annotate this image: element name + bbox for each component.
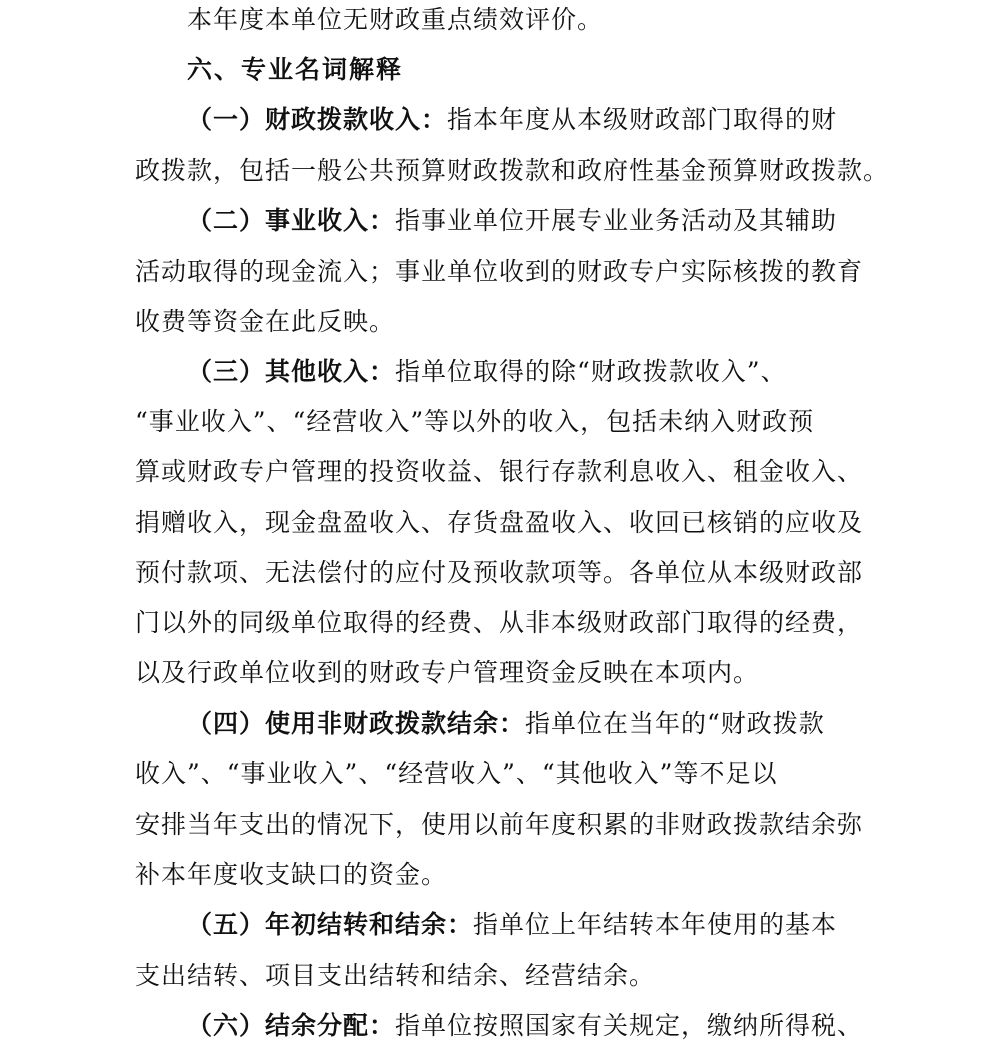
item-6-term: （六）结余分配：: [187, 1011, 396, 1040]
item-1-text: 指本年度从本级财政部门取得的财: [447, 105, 838, 134]
intro-paragraph: 本年度本单位无财政重点绩效评价。: [187, 5, 604, 34]
item-3-line: 门以外的同级单位取得的经费、从非本级财政部门取得的经费，: [135, 608, 864, 637]
item-2-term: （二）事业收入：: [187, 206, 396, 235]
item-3-line: 算或财政专户管理的投资收益、银行存款利息收入、租金收入、: [135, 457, 864, 486]
item-2-first-line: [187, 196, 837, 246]
item-1-term: （一）财政拨款收入：: [187, 105, 448, 134]
item-3-first-line: [187, 347, 787, 397]
item-3-line: 预付款项、无法偿付的应付及预收款项等。各单位从本级财政部: [135, 558, 864, 587]
section-heading: 六、专业名词解释: [187, 55, 404, 84]
item-4-first-line: [187, 699, 825, 749]
item-1-first-line: [187, 95, 837, 145]
item-3-line: 捐赠收入，现金盘盈收入、存货盘盈收入、收回已核销的应收及: [135, 508, 864, 537]
item-4-line: 补本年度收支缺口的资金。: [135, 860, 448, 889]
item-5-line: 支出结转、项目支出结转和结余、经营结余。: [135, 961, 656, 990]
item-3-term: （三）其他收入：: [187, 357, 396, 386]
item-5-term: （五）年初结转和结余：: [187, 910, 474, 939]
item-4-line: 收入”、“事业收入”、“经营收入”、“其他收入”等不足以: [135, 759, 778, 788]
item-3-text: 指单位取得的除“财政拨款收入”、: [395, 357, 787, 386]
item-4-text: 指单位在当年的“财政拨款: [525, 709, 825, 738]
item-2-line: 收费等资金在此反映。: [135, 307, 396, 336]
item-3-line: “事业收入”、“经营收入”等以外的收入，包括未纳入财政预: [135, 407, 815, 436]
item-3-line: 以及行政单位收到的财政专户管理资金反映在本项内。: [135, 658, 760, 687]
item-5-text: 指单位上年结转本年使用的基本: [473, 910, 838, 939]
item-4-term: （四）使用非财政拨款结余：: [187, 709, 526, 738]
item-2-line: 活动取得的现金流入；事业单位收到的财政专户实际核拨的教育: [135, 257, 864, 286]
item-6-text: 指单位按照国家有关规定，缴纳所得税、: [395, 1011, 864, 1040]
item-2-text: 指事业单位开展专业业务活动及其辅助: [395, 206, 838, 235]
item-6-first-line: [187, 1001, 863, 1051]
item-4-line: 安排当年支出的情况下，使用以前年度积累的非财政拨款结余弥: [135, 810, 864, 839]
item-5-first-line: [187, 900, 837, 950]
item-1-line: 政拨款，包括一般公共预算财政拨款和政府性基金预算财政拨款。: [135, 156, 890, 185]
